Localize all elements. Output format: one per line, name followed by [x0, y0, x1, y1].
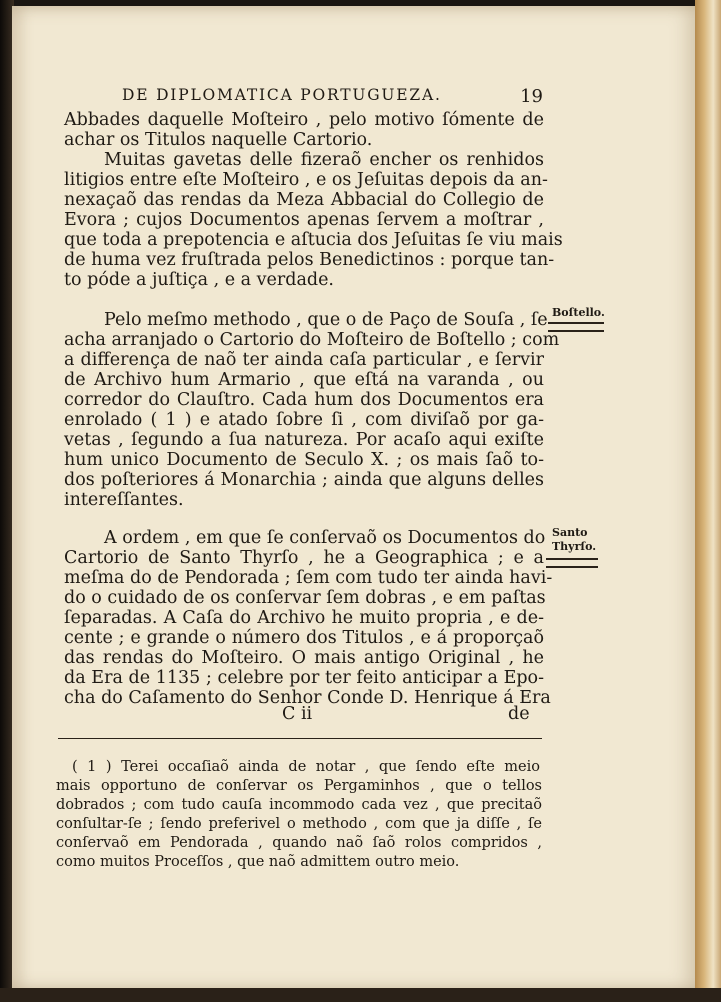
text-line: achar os Titulos naquelle Cartorio.: [64, 130, 373, 150]
footnote-rule: [58, 738, 542, 739]
text-line: Evora ; cujos Documentos apenas ſervem a moſtrar ,: [64, 210, 544, 230]
margin-note-santo: Santo: [552, 526, 588, 539]
footnote-line: conſervaõ em Pendorada , quando naõ ſaõ rolos compridos ,: [56, 835, 542, 851]
text-line: que toda a prepotencia e aſtucia dos Jeſuitas ſe viu mais: [64, 230, 563, 250]
running-title: DE DIPLOMATICA PORTUGUEZA.: [122, 86, 442, 104]
footnote-line: ( 1 ) Terei occaſiaõ ainda de notar , que ſendo eſte meio: [72, 759, 540, 775]
footnote-line: como muitos Proceſſos , que naõ admittem outro meio.: [56, 854, 460, 870]
text-line: Abbades daquelle Moſteiro , pelo motivo ſómente de: [64, 110, 544, 130]
margin-rule: [546, 558, 598, 568]
text-line: a differença de naõ ter ainda caſa particular , e ſervir: [64, 350, 544, 370]
text-line: litigios entre eſte Moſteiro , e os Jeſuitas depois da an-: [64, 170, 548, 190]
text-line: corredor do Clauſtro. Cada hum dos Documentos era: [64, 390, 544, 410]
text-line: dos poſteriores á Monarchia ; ainda que alguns delles: [64, 470, 544, 490]
text-line: hum unico Documento de Seculo X. ; os mais ſaõ to-: [64, 450, 544, 470]
text-line: de huma vez fruſtrada pelos Benedictinos : porque tan-: [64, 250, 555, 270]
text-line: to póde a juſtiça , e a verdade.: [64, 270, 334, 290]
text-line: Muitas gavetas delle fizeraõ encher os renhidos: [104, 150, 544, 170]
text-line: Pelo meſmo methodo , que o de Paço de Souſa , ſe: [104, 310, 548, 330]
signature-mark: C ii: [282, 704, 313, 724]
text-line: meſma do de Pendorada ; ſem com tudo ter ainda havi-: [64, 568, 553, 588]
text-line: intereſſantes.: [64, 490, 184, 510]
text-line: de Archivo hum Armario , que eſtá na varanda , ou: [64, 370, 544, 390]
footnote-line: mais opportuno de conſervar os Pergaminhos , que o tellos: [56, 778, 542, 794]
text-line: nexaçaõ das rendas da Meza Abbacial do Collegio de: [64, 190, 544, 210]
text-line: vetas , ſegundo a ſua natureza. Por acaſo aqui exiſte: [64, 430, 544, 450]
margin-rule: [548, 322, 604, 332]
text-line: das rendas do Moſteiro. O mais antigo Original , he: [64, 648, 544, 668]
margin-note-thyrso: Thyrſo.: [552, 540, 597, 553]
page-edge: [695, 0, 721, 1002]
text-line: acha arranjado o Cartorio do Moſteiro de Boſtello ; com: [64, 330, 560, 350]
catchword: de: [508, 704, 530, 724]
text-line: enrolado ( 1 ) e atado ſobre ſi , com diviſaõ por ga-: [64, 410, 544, 430]
text-line: da Era de 1135 ; celebre por ter feito anticipar a Epo-: [64, 668, 544, 688]
footnote-line: dobrados ; com tudo cauſa incommodo cada vez , que precitaõ: [56, 797, 542, 813]
text-line: cha do Caſamento do Senhor Conde D. Henrique á Era: [64, 688, 551, 708]
running-header: [108, 86, 543, 110]
text-line: A ordem , em que ſe conſervaõ os Documentos do: [104, 528, 546, 548]
text-line: Cartorio de Santo Thyrſo , he a Geographica ; e a: [64, 548, 544, 568]
bottom-shadow: [0, 988, 721, 1002]
text-line: cente ; e grande o número dos Titulos , e á proporçaõ: [64, 628, 544, 648]
footnote-line: conſultar-ſe ; ſendo preferivel o methodo , com que ja diſſe , ſe: [56, 816, 542, 832]
margin-note-bostello: Boſtello.: [552, 306, 605, 319]
text-line: do o cuidado de os conſervar ſem dobras , e em paſtas: [64, 588, 546, 608]
page-number: 19: [520, 86, 543, 107]
text-line: ſeparadas. A Caſa do Archivo he muito propria , e de-: [64, 608, 544, 628]
